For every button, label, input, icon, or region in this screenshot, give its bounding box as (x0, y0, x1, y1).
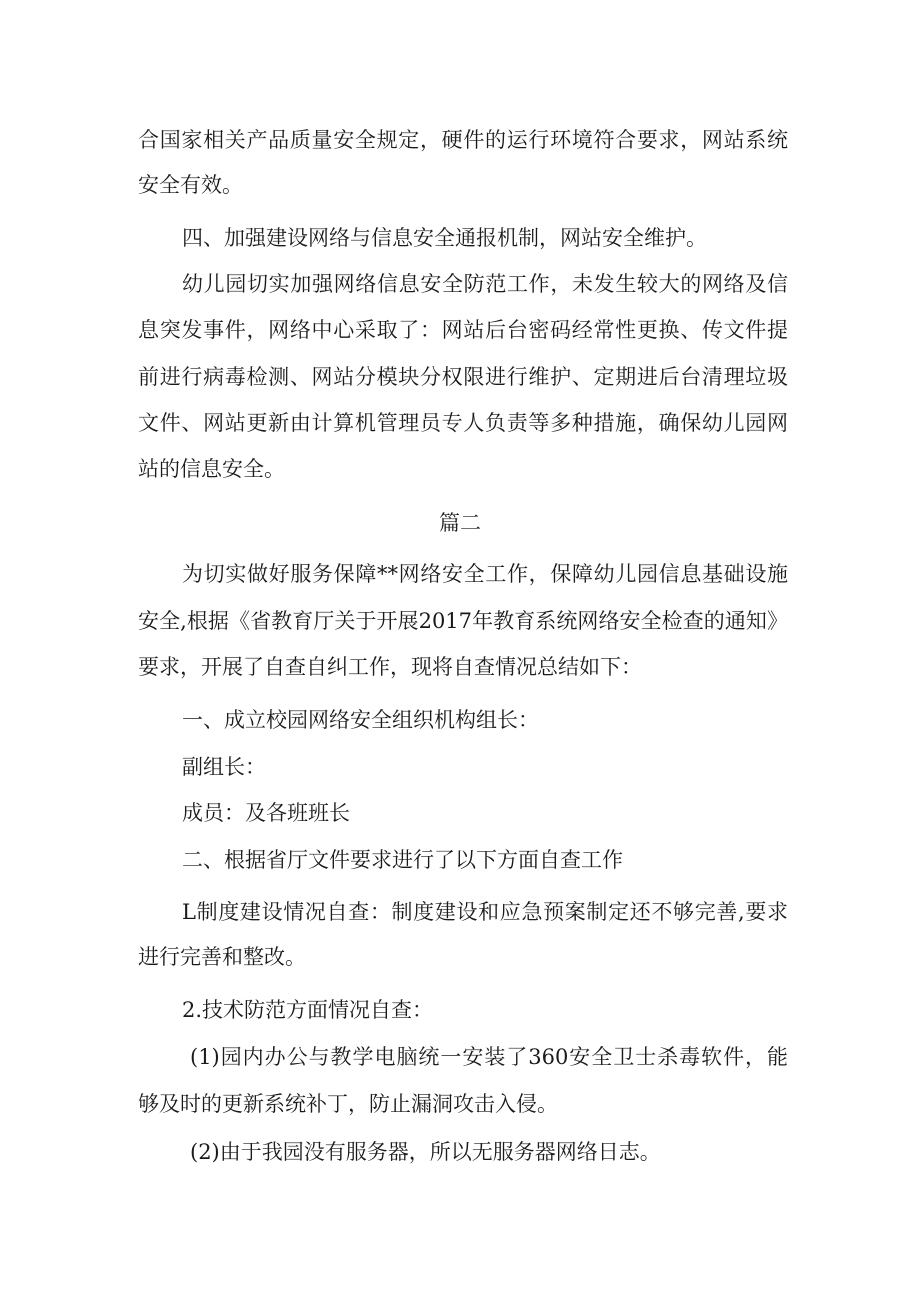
body-line-6: 前进行病毒检测、网站分模块分权限进行维护、定期进后台清理垃圾 (138, 365, 788, 389)
item-2-heading: 2.技术防范方面情况自查： (182, 998, 434, 1022)
body-line-10: 为切实做好服务保障**网络安全工作，保障幼儿园信息基础设施 (182, 562, 788, 586)
body-line-5: 息突发事件，网络中心采取了：网站后台密码经常性更换、传文件提 (138, 318, 788, 342)
subitem-1-line-1: (1)园内办公与教学电脑统一安装了360安全卫士杀毒软件，能 (190, 1045, 788, 1069)
item-1-line-1: L制度建设情况自查：制度建设和应急预案制定还不够完善,要求 (182, 900, 788, 924)
body-line-4: 幼儿园切实加强网络信息安全防范工作，未发生较大的网络及信 (182, 272, 788, 296)
vice-leader-line: 副组长： (182, 755, 266, 779)
section-heading-4: 四、加强建设网络与信息安全通报机制，网站安全维护。 (182, 226, 707, 250)
part-heading: 篇二 (439, 511, 481, 535)
body-line-11: 安全,根据《省教育厅关于开展2017年教育系统网络安全检查的通知》 (138, 609, 788, 633)
members-line: 成员：及各班班长 (182, 801, 350, 825)
body-line-12: 要求，开展了自查自纠工作，现将自查情况总结如下： (138, 655, 642, 679)
item-1-line-2: 进行完善和整改。 (138, 945, 306, 969)
body-line-7: 文件、网站更新由计算机管理员专人负责等多种措施，确保幼儿园网 (138, 411, 788, 435)
section-heading-2: 二、根据省厅文件要求进行了以下方面自查工作 (182, 848, 623, 872)
body-line-2: 安全有效。 (138, 173, 243, 197)
section-heading-1: 一、成立校园网络安全组织机构组长： (182, 708, 539, 732)
subitem-1-line-2: 够及时的更新系统补丁，防止漏洞攻击入侵。 (138, 1092, 558, 1116)
body-line-8: 站的信息安全。 (138, 457, 285, 481)
body-line-1: 合国家相关产品质量安全规定，硬件的运行环境符合要求，网站系统 (138, 128, 788, 152)
subitem-2-line: (2)由于我园没有服务器，所以无服务器网络日志。 (190, 1140, 661, 1164)
